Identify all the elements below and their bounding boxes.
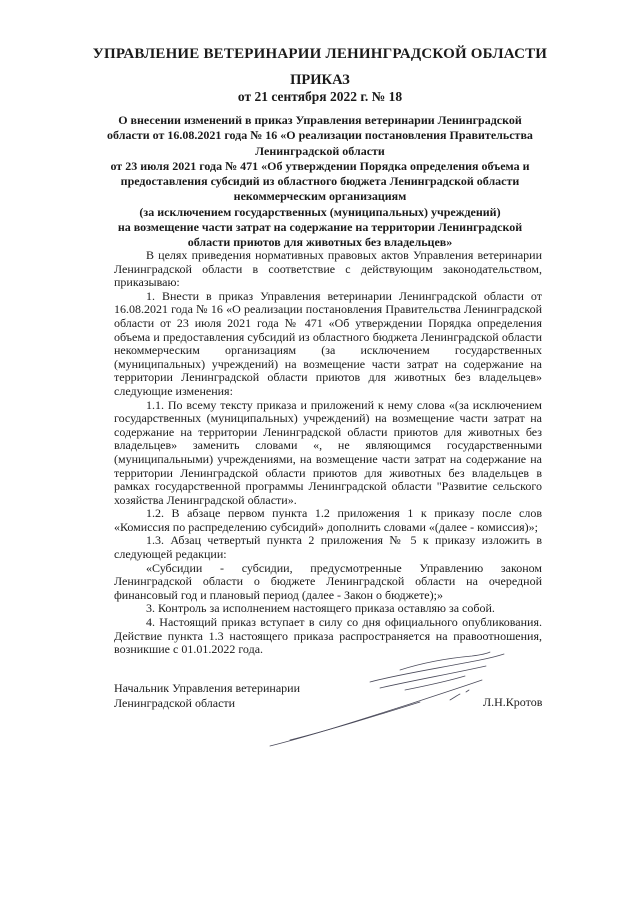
document-type: ПРИКАЗ — [290, 72, 350, 88]
clause-1: 1. Внести в приказ Управления ветеринарии Ленинградской области от 16.08.2021 года № 16 «О реализации постановления Правительства Ленинградской области от 23 июля 2021 года № 471 «Об утверждении Порядка определения объема и предоставления субсидий из областного бюджета Ленинградской области некоммерческим организациям (за исключением государственных (муниципальных) учреждений) на возмещение части затрат на содержание на территории Ленинградской области приютов для животных без владельцев» следующие изменения: — [114, 288, 542, 398]
preamble-paragraph: В целях приведения нормативных правовых актов Управления ветеринарии Ленинградской области в соответствие с действующим законодательством, приказываю: — [114, 248, 542, 290]
signatory-position-line: Начальник Управления ветеринарии — [114, 681, 300, 695]
agency-name: УПРАВЛЕНИЕ ВЕТЕРИНАРИИ ЛЕНИНГРАДСКОЙ ОБЛАСТИ — [92, 46, 548, 62]
subject-line: от 23 июля 2021 года № 471 «Об утверждении Порядка определения объема и — [110, 158, 530, 173]
subject-line: области от 16.08.2021 года № 16 «О реализации постановления Правительства — [107, 128, 533, 143]
subject-line: области приютов для животных без владельцев» — [187, 235, 453, 250]
signatory-name: Л.Н.Кротов — [483, 695, 543, 709]
subject-line: на возмещение части затрат на содержание на территории Ленинградской — [117, 220, 523, 235]
signatory-position-line: Ленинградской области — [114, 695, 236, 710]
signatory-position — [114, 681, 300, 710]
document-subject — [100, 113, 540, 251]
subject-line: Ленинградской области — [255, 143, 385, 158]
document-body — [114, 249, 542, 657]
document-date-number: от 21 сентября 2022 г. № 18 — [237, 89, 403, 104]
clause-1-1: 1.1. По всему тексту приказа и приложений к нему слова «(за исключением государственных (муниципальных) учреждений) на возмещение части затрат на содержание на территории Ленинградской области приютов для животных без владельцев» заменить словами «, не являющимся государственными (муниципальными) учреждениями, на возмещение части затрат на содержание на территории Ленинградской области приютов для животных без владельцев в рамках государственной программы Ленинградской области "Развитие сельского хозяйства Ленинградской области». — [114, 397, 542, 507]
clause-1-3: 1.3. Абзац четвертый пункта 2 приложения № 5 к приказу изложить в следующей редакции: — [114, 533, 542, 562]
subject-line: предоставления субсидий из областного бюджета Ленинградской области — [120, 174, 520, 189]
subject-line: О внесении изменений в приказ Управления ветеринарии Ленинградской — [118, 113, 522, 127]
subject-line: (за исключением государственных (муниципальных) учреждений) — [139, 204, 501, 219]
clause-3: 3. Контроль за исполнением настоящего приказа оставляю за собой. — [146, 601, 495, 616]
clause-1-2: 1.2. В абзаце первом пункта 1.2 приложения 1 к приказу после слов «Комиссия по распределению субсидий» дополнить словами «(далее - комиссия)»; — [114, 506, 542, 534]
subject-line: некоммерческим организациям — [233, 189, 407, 204]
clause-1-3-quote: «Субсидии - субсидии, предусмотренные Управлению законом Ленинградской области о бюджете Ленинградской области на очередной финансовый год и плановый период (далее - Закон о бюджете);» — [114, 560, 542, 602]
clause-4: 4. Настоящий приказ вступает в силу со дня официального опубликования. Действие пункта 1.3 настоящего приказа распространяется на правоотношения, возникшие с 01.01.2022 года. — [114, 615, 542, 657]
